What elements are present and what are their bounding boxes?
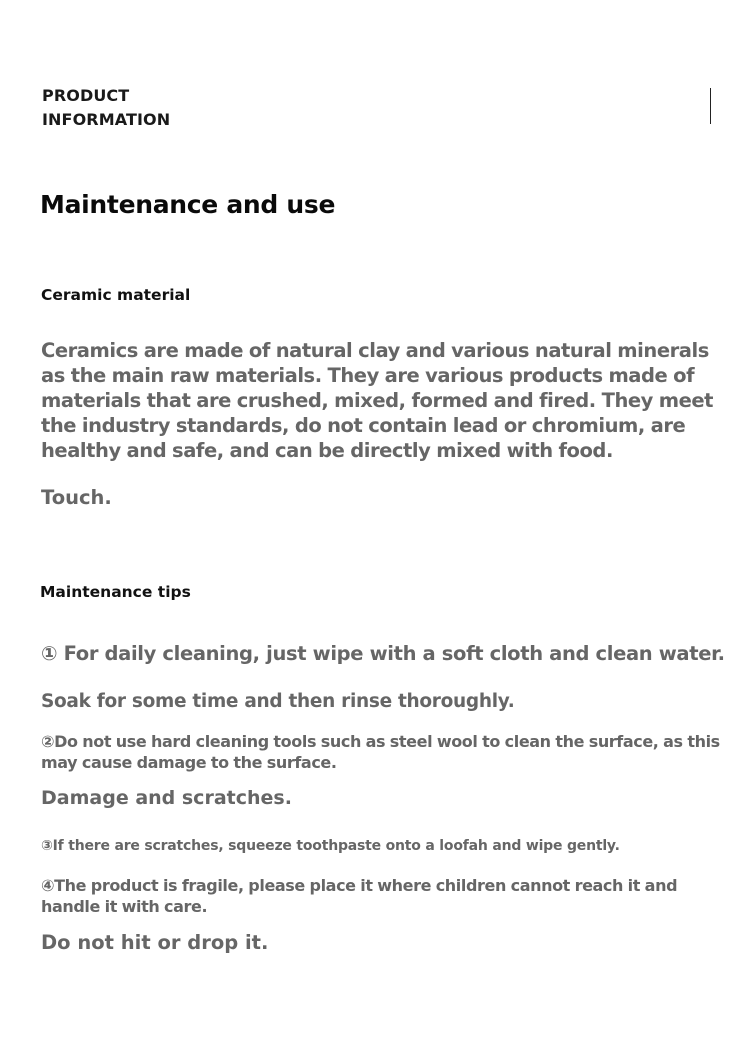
page-title: Maintenance and use: [40, 190, 336, 219]
tip-4-followup: Do not hit or drop it.: [41, 931, 269, 954]
ceramic-material-followup: Touch.: [41, 486, 112, 509]
product-label-line2: INFORMATION: [42, 110, 171, 129]
ceramic-material-heading: Ceramic material: [41, 286, 191, 304]
tip-1-followup: Soak for some time and then rinse thoroughly.: [41, 691, 515, 712]
tip-2: ②Do not use hard cleaning tools such as steel wool to clean the surface, as this may cause damage to the surface.: [41, 732, 720, 772]
ceramic-material-paragraph: Ceramics are made of natural clay and various natural minerals as the main raw materials. They are various products made of materials that are crushed, mixed, formed and fired. They meet the industry standards, do not contain lead or chromium, are healthy and safe, and can be directly mixed with food.: [41, 339, 714, 462]
product-information-label: [42, 84, 242, 132]
tip-2-followup: Damage and scratches.: [41, 787, 292, 809]
vertical-divider: [710, 88, 711, 124]
tip-3: ③If there are scratches, squeeze toothpaste onto a loofah and wipe gently.: [41, 838, 620, 854]
product-label-line1: PRODUCT: [42, 86, 130, 105]
tip-1: ① For daily cleaning, just wipe with a soft cloth and clean water.: [41, 642, 725, 665]
maintenance-tips-heading: Maintenance tips: [40, 583, 191, 601]
tip-4: ④The product is fragile, please place it where children cannot reach it and handle it with care.: [41, 876, 678, 916]
